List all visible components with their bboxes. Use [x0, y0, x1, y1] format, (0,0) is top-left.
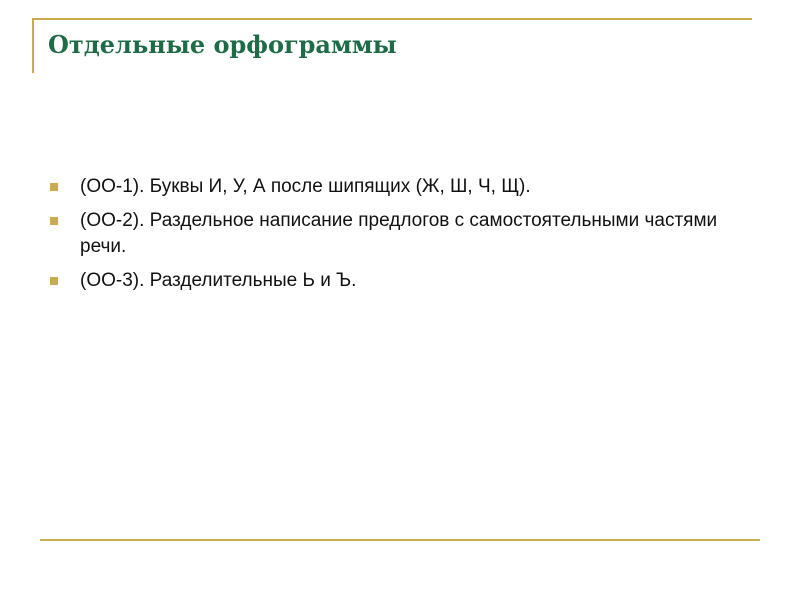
square-bullet-icon: [50, 183, 58, 191]
bullet-text: (ОО-1). Буквы И, У, А после шипящих (Ж, Ш, Ч, Щ).: [80, 176, 531, 197]
bullet-list: [48, 174, 748, 302]
bullet-item: [48, 268, 748, 294]
bullet-item: [48, 208, 748, 260]
bullet-text: (ОО-2). Раздельное написание предлогов с самостоятельными частями речи.: [80, 210, 718, 257]
slide-title: Отдельные орфограммы: [48, 30, 397, 59]
title-top-rule: [32, 18, 752, 20]
bullet-item: [48, 174, 748, 200]
square-bullet-icon: [50, 217, 58, 225]
bottom-rule: [40, 539, 760, 541]
bullet-text: (ОО-3). Разделительные Ь и Ъ.: [80, 270, 357, 291]
square-bullet-icon: [50, 277, 58, 285]
title-side-rule: [32, 18, 34, 73]
